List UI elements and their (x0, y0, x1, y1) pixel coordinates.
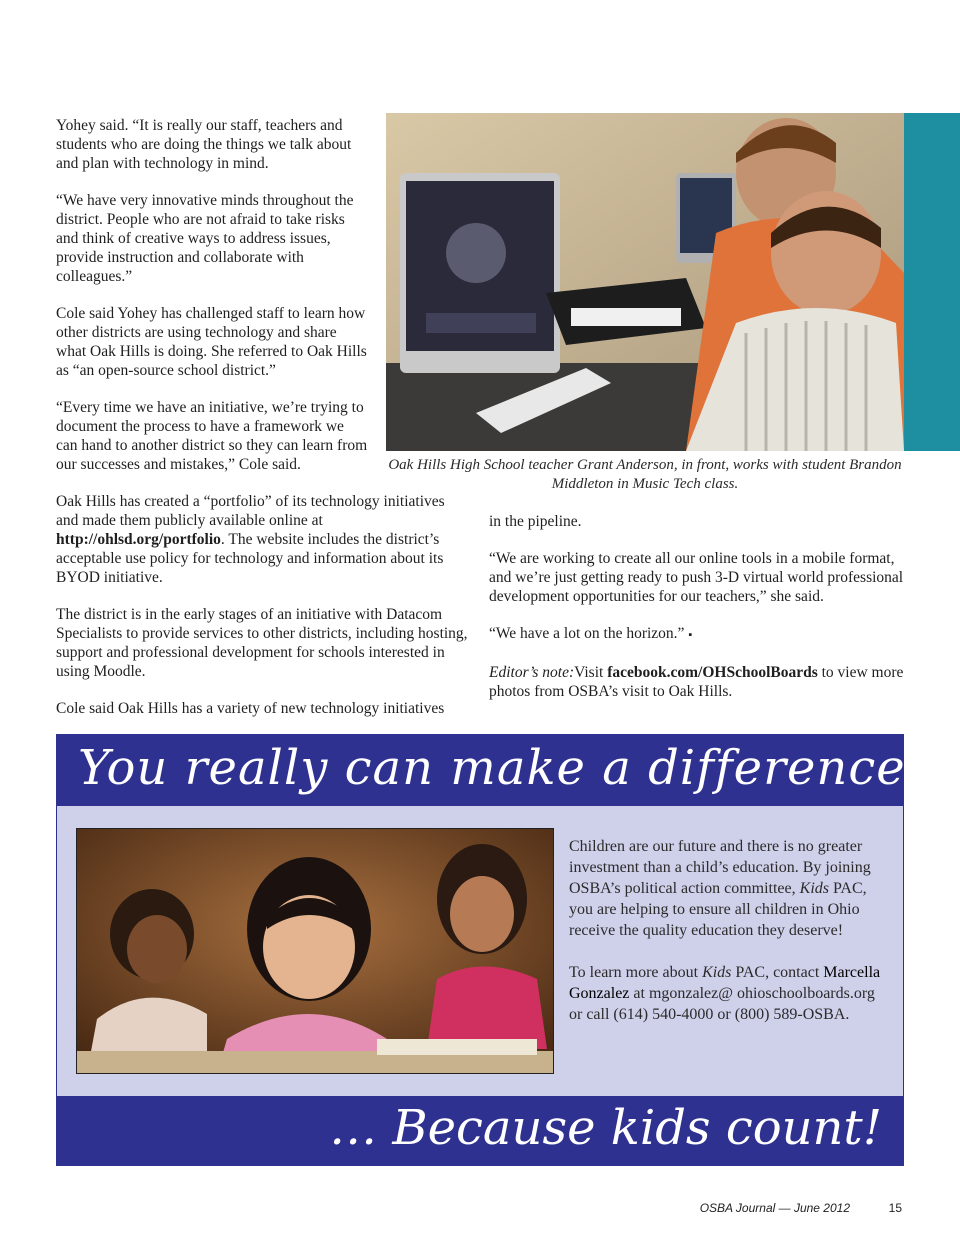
music-tech-class-photo (386, 113, 904, 451)
text: Visit (574, 664, 608, 681)
paragraph: “We have very innovative minds throughout the district. People who are not afraid to take risks and think of creative ways to address issues, provide instruction and collaborate with colleagues.” (56, 192, 354, 285)
text: To learn more about (569, 964, 703, 981)
kids-emphasis: Kids (799, 880, 829, 897)
text: PAC, you are helping to ensure all children in Ohio receive the quality education they deserve! (569, 880, 867, 939)
page-number: 15 (888, 1201, 902, 1215)
text: . The website includes the district’s acceptable use policy for technology and information about its BYOD initiative. (56, 531, 444, 586)
right-column (489, 512, 905, 719)
text: “We have a lot on the horizon.” (489, 625, 685, 642)
kids-emphasis: Kids (702, 964, 732, 981)
paragraph: “We are working to create all our online tools in a mobile format, and we’re just getting ready to push 3-D virtual world professional development opportunities for our teachers,” she said. (489, 550, 904, 605)
text: to view more photos from OSBA’s visit to Oak Hills. (489, 664, 904, 700)
portfolio-link[interactable]: http://ohlsd.org/portfolio (56, 531, 221, 548)
ad-text (569, 836, 889, 1046)
ad-tagline: … Because kids count! (329, 1100, 882, 1156)
text: Oak Hills has created a “portfolio” of its technology initiatives and made them publicly available online at (56, 493, 445, 529)
paragraph: in the pipeline. (489, 513, 582, 530)
journal-footer: OSBA Journal — June 2012 (699, 1201, 850, 1215)
paragraph: The district is in the early stages of an initiative with Datacom Specialists to provide services to other districts, including hosting, support and professional development for schools interested in using Moodle. (56, 606, 468, 680)
editor-note (489, 663, 905, 701)
end-mark-icon: ▪ (688, 629, 693, 641)
paragraph: Cole said Yohey has challenged staff to learn how other districts are using technology and share what Oak Hills is doing. She referred to Oak Hills as “an open-source school district.” (56, 305, 367, 379)
decorative-teal-bar (904, 113, 960, 451)
children-photo (76, 828, 554, 1074)
photo-caption: Oak Hills High School teacher Grant Anderson, in front, works with student Brandon Middleton in Music Tech class. (388, 457, 902, 492)
ad-headline: You really can make a difference! (78, 740, 926, 796)
ad-paragraph (569, 962, 889, 1025)
contact-name: Marcella Gonzalez (569, 964, 881, 1002)
facebook-link[interactable]: facebook.com/OHSchoolBoards (607, 664, 818, 681)
ad-paragraph (569, 836, 889, 941)
paragraph (489, 624, 905, 645)
paragraph: “Every time we have an initiative, we’re trying to document the process to have a framework we can hand to another district so they can learn from our successes and mistakes,” Cole said. (56, 399, 368, 473)
paragraph: Cole said Oak Hills has a variety of new technology initiatives (56, 700, 445, 717)
text: PAC, contact (731, 964, 824, 981)
text: at mgonzalez@ ohioschoolboards.org or call (614) 540-4000 or (800) 589-OSBA. (569, 985, 875, 1023)
paragraph: Yohey said. “It is really our staff, teachers and students who are doing the things we talk about and plan with technology in mind. (56, 117, 352, 172)
paragraph (56, 492, 468, 587)
editor-note-label: Editor’s note: (489, 664, 575, 681)
text: Children are our future and there is no greater investment than a child’s education. By joining OSBA’s political action committee, (569, 838, 871, 897)
